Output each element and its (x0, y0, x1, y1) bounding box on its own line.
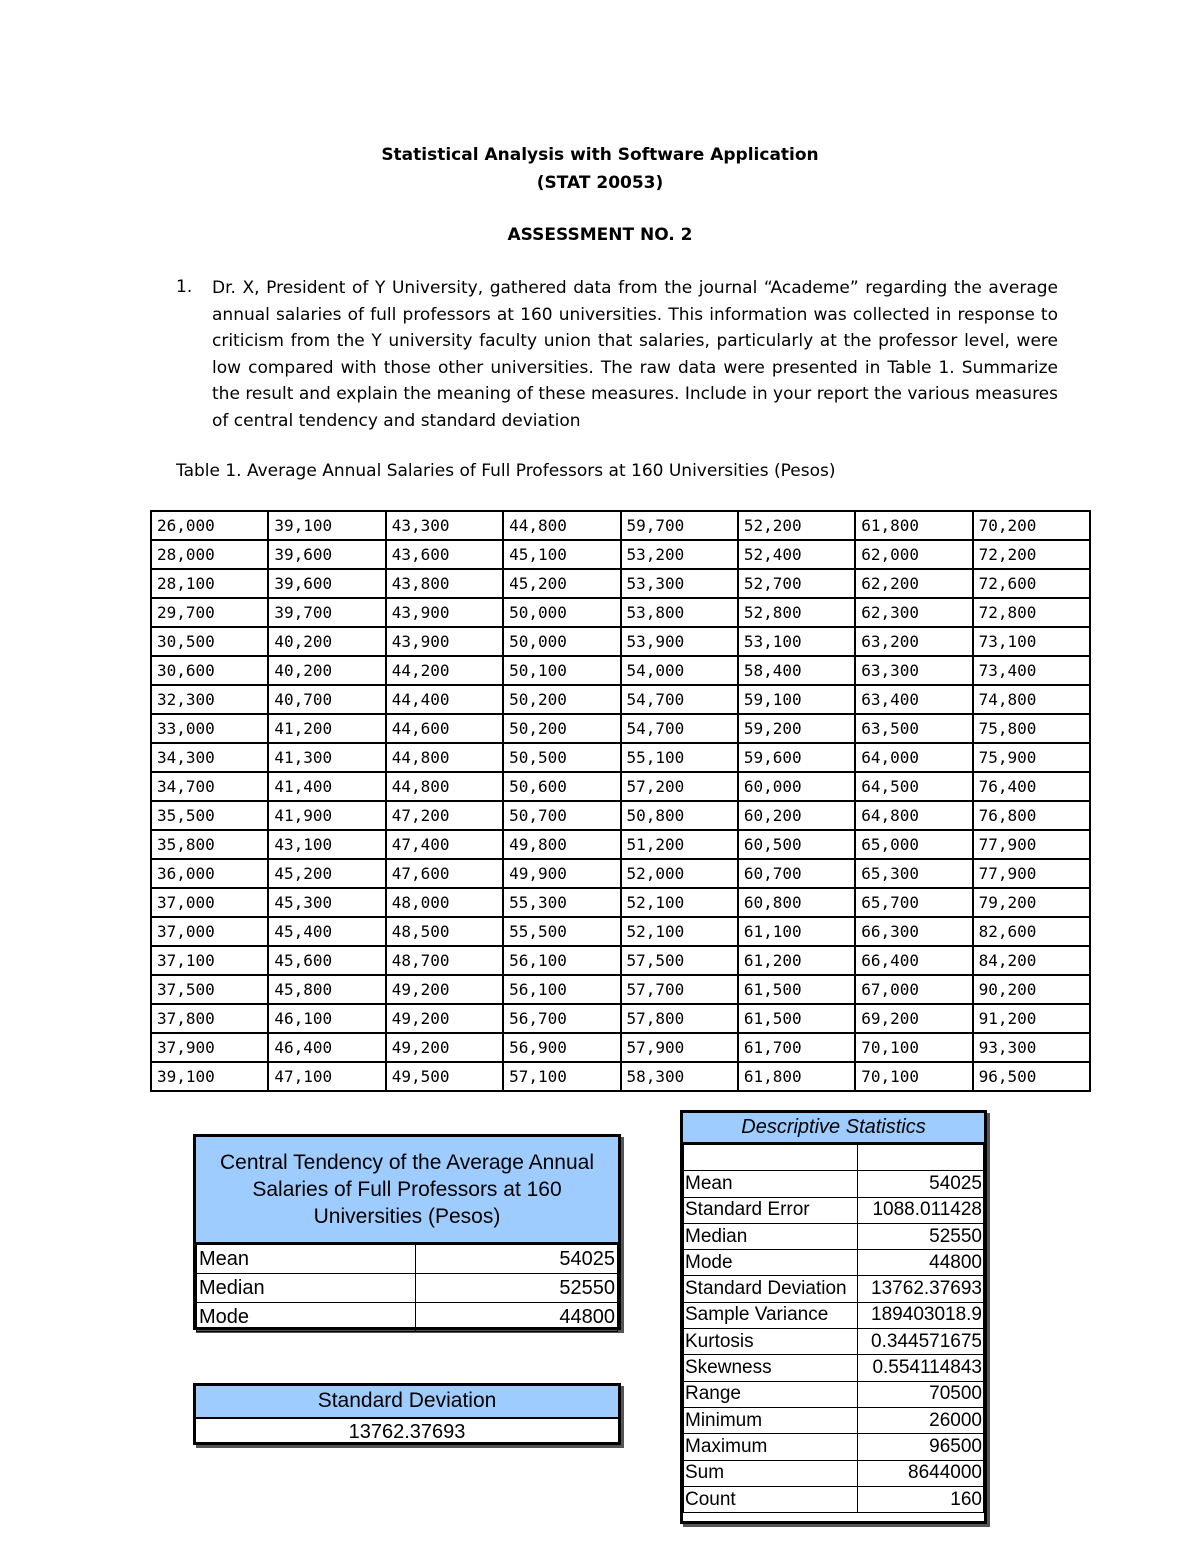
salary-cell: 56,900 (503, 1033, 620, 1062)
salary-cell: 50,600 (503, 772, 620, 801)
salary-cell: 90,200 (973, 975, 1090, 1004)
salary-cell: 57,900 (621, 1033, 738, 1062)
stat-value (858, 1145, 984, 1171)
salary-cell: 67,000 (855, 975, 972, 1004)
table-row (151, 714, 1090, 743)
salary-cell: 61,700 (738, 1033, 855, 1062)
stat-value: 44800 (858, 1250, 984, 1276)
salary-cell: 64,500 (855, 772, 972, 801)
question-text: Dr. X, President of Y University, gathered data from the journal “Academe” regarding the average annual salaries of full professors at 160 universities. This information was collected in response to criticism from the Y university faculty union that salaries, particularly at the professor level, were low compared with those other universities. The raw data were presented in Table 1. Summarize the result and explain the meaning of these measures. Include in your report the various measures of central tendency and standard deviation (212, 278, 1058, 431)
salary-cell: 66,300 (855, 917, 972, 946)
salary-cell: 28,100 (151, 569, 268, 598)
table-row (151, 743, 1090, 772)
salary-cell: 55,500 (503, 917, 620, 946)
salary-cell: 44,800 (503, 511, 620, 540)
salary-cell: 70,200 (973, 511, 1090, 540)
salary-cell: 53,100 (738, 627, 855, 656)
table-row (151, 975, 1090, 1004)
salary-cell: 54,000 (621, 656, 738, 685)
stat-label: Median (684, 1223, 858, 1249)
salary-cell: 52,800 (738, 598, 855, 627)
salary-cell: 44,800 (386, 743, 503, 772)
stat-label: Sample Variance (684, 1302, 858, 1328)
stat-label: Minimum (684, 1407, 858, 1433)
salary-cell: 69,200 (855, 1004, 972, 1033)
salary-cell: 63,300 (855, 656, 972, 685)
salary-cell: 61,800 (738, 1062, 855, 1091)
salary-cell: 73,400 (973, 656, 1090, 685)
stat-value: 96500 (858, 1434, 984, 1460)
salary-cell: 53,800 (621, 598, 738, 627)
salary-cell: 57,100 (503, 1062, 620, 1091)
central-tendency-title: Central Tendency of the Average Annual Salaries of Full Professors at 160 Universities (Pesos) (196, 1137, 618, 1244)
stat-value: 8644000 (858, 1460, 984, 1486)
salary-cell: 49,500 (386, 1062, 503, 1091)
salary-cell: 49,200 (386, 1033, 503, 1062)
salary-cell: 49,200 (386, 1004, 503, 1033)
table-row (684, 1276, 984, 1302)
salary-cell: 46,400 (268, 1033, 385, 1062)
salary-cell: 50,200 (503, 714, 620, 743)
salary-cell: 37,500 (151, 975, 268, 1004)
table-row (151, 598, 1090, 627)
stat-label: Kurtosis (684, 1329, 858, 1355)
salary-cell: 45,300 (268, 888, 385, 917)
salary-cell: 63,400 (855, 685, 972, 714)
salary-cell: 72,800 (973, 598, 1090, 627)
salary-cell: 44,800 (386, 772, 503, 801)
salary-cell: 41,400 (268, 772, 385, 801)
table-row (684, 1223, 984, 1249)
stat-label: Skewness (684, 1355, 858, 1381)
salary-cell: 53,900 (621, 627, 738, 656)
standard-deviation-table (193, 1383, 621, 1445)
salary-cell: 45,100 (503, 540, 620, 569)
salary-cell: 60,000 (738, 772, 855, 801)
salary-cell: 70,100 (855, 1062, 972, 1091)
salary-cell: 96,500 (973, 1062, 1090, 1091)
salary-cell: 65,300 (855, 859, 972, 888)
table-row (151, 627, 1090, 656)
salary-cell: 35,500 (151, 801, 268, 830)
table-row (151, 801, 1090, 830)
table-row (151, 772, 1090, 801)
salary-cell: 48,500 (386, 917, 503, 946)
stat-value: 160 (858, 1486, 984, 1512)
table-row (151, 859, 1090, 888)
salary-cell: 77,900 (973, 859, 1090, 888)
salary-cell: 52,000 (621, 859, 738, 888)
salary-cell: 59,200 (738, 714, 855, 743)
salary-cell: 49,900 (503, 859, 620, 888)
stat-value: 52550 (415, 1274, 617, 1303)
salary-cell: 47,100 (268, 1062, 385, 1091)
salary-cell: 49,800 (503, 830, 620, 859)
salary-cell: 60,500 (738, 830, 855, 859)
table-row (684, 1302, 984, 1328)
stat-label: Standard Error (684, 1197, 858, 1223)
table-row (197, 1245, 618, 1274)
salary-cell: 62,300 (855, 598, 972, 627)
salary-cell: 60,800 (738, 888, 855, 917)
table-row (151, 888, 1090, 917)
salary-cell: 37,100 (151, 946, 268, 975)
salary-cell: 52,100 (621, 888, 738, 917)
salary-cell: 29,700 (151, 598, 268, 627)
table-row (197, 1274, 618, 1303)
salary-cell: 57,200 (621, 772, 738, 801)
salary-cell: 37,000 (151, 888, 268, 917)
salary-cell: 72,600 (973, 569, 1090, 598)
salary-cell: 76,800 (973, 801, 1090, 830)
salary-cell: 44,400 (386, 685, 503, 714)
salary-cell: 34,700 (151, 772, 268, 801)
salary-cell: 36,000 (151, 859, 268, 888)
table-row (684, 1145, 984, 1171)
table-row (151, 946, 1090, 975)
salary-cell: 43,100 (268, 830, 385, 859)
salary-cell: 47,600 (386, 859, 503, 888)
table-row (684, 1434, 984, 1460)
salary-cell: 55,100 (621, 743, 738, 772)
salary-cell: 35,800 (151, 830, 268, 859)
stat-label: Mode (684, 1250, 858, 1276)
salary-cell: 61,500 (738, 1004, 855, 1033)
salary-cell: 50,700 (503, 801, 620, 830)
assessment-title: ASSESSMENT NO. 2 (507, 225, 693, 245)
central-tendency-table (193, 1134, 621, 1330)
salary-cell: 70,100 (855, 1033, 972, 1062)
table-row (151, 656, 1090, 685)
stat-value: 26000 (858, 1407, 984, 1433)
salary-cell: 51,200 (621, 830, 738, 859)
salary-cell: 44,200 (386, 656, 503, 685)
salary-cell: 59,100 (738, 685, 855, 714)
stat-value: 0.554114843 (858, 1355, 984, 1381)
table-caption: Table 1. Average Annual Salaries of Full Professors at 160 Universities (Pesos) (176, 461, 836, 481)
table-row (684, 1329, 984, 1355)
salary-cell: 57,700 (621, 975, 738, 1004)
salary-cell: 43,900 (386, 598, 503, 627)
table-row (684, 1171, 984, 1197)
stat-label: Sum (684, 1460, 858, 1486)
table-row (684, 1460, 984, 1486)
salary-cell: 56,100 (503, 946, 620, 975)
salary-cell: 53,200 (621, 540, 738, 569)
table-row (151, 1033, 1090, 1062)
salary-cell: 64,000 (855, 743, 972, 772)
salary-cell: 52,400 (738, 540, 855, 569)
salary-cell: 72,200 (973, 540, 1090, 569)
salary-cell: 44,600 (386, 714, 503, 743)
salary-cell: 73,100 (973, 627, 1090, 656)
salary-cell: 34,300 (151, 743, 268, 772)
salary-cell: 57,800 (621, 1004, 738, 1033)
stat-label (684, 1145, 858, 1171)
stat-value: 52550 (858, 1223, 984, 1249)
salary-cell: 26,000 (151, 511, 268, 540)
stat-label: Count (684, 1486, 858, 1512)
salary-cell: 60,200 (738, 801, 855, 830)
salary-cell: 37,000 (151, 917, 268, 946)
salary-cell: 82,600 (973, 917, 1090, 946)
table-row (684, 1407, 984, 1433)
salary-cell: 63,500 (855, 714, 972, 743)
salary-cell: 56,700 (503, 1004, 620, 1033)
salary-cell: 30,500 (151, 627, 268, 656)
salary-cell: 61,500 (738, 975, 855, 1004)
salary-cell: 39,100 (268, 511, 385, 540)
salary-cell: 40,200 (268, 627, 385, 656)
salary-table (150, 510, 1091, 1092)
salary-cell: 84,200 (973, 946, 1090, 975)
salary-cell: 50,000 (503, 598, 620, 627)
salary-cell: 58,300 (621, 1062, 738, 1091)
salary-cell: 33,000 (151, 714, 268, 743)
salary-cell: 50,500 (503, 743, 620, 772)
salary-cell: 46,100 (268, 1004, 385, 1033)
salary-cell: 50,200 (503, 685, 620, 714)
salary-cell: 54,700 (621, 685, 738, 714)
salary-cell: 77,900 (973, 830, 1090, 859)
salary-cell: 57,500 (621, 946, 738, 975)
salary-cell: 48,000 (386, 888, 503, 917)
salary-cell: 60,700 (738, 859, 855, 888)
salary-cell: 62,200 (855, 569, 972, 598)
salary-cell: 39,700 (268, 598, 385, 627)
salary-cell: 75,800 (973, 714, 1090, 743)
salary-cell: 65,700 (855, 888, 972, 917)
salary-cell: 37,800 (151, 1004, 268, 1033)
stat-value: 1088.011428 (858, 1197, 984, 1223)
table-row (151, 511, 1090, 540)
course-title: Statistical Analysis with Software Application (381, 145, 819, 165)
salary-cell: 66,400 (855, 946, 972, 975)
course-code: (STAT 20053) (536, 173, 664, 193)
stat-label: Mean (684, 1171, 858, 1197)
salary-cell: 45,800 (268, 975, 385, 1004)
stat-label: Standard Deviation (684, 1276, 858, 1302)
salary-cell: 75,900 (973, 743, 1090, 772)
standard-deviation-title: Standard Deviation (196, 1386, 618, 1419)
salary-cell: 52,200 (738, 511, 855, 540)
salary-cell: 41,300 (268, 743, 385, 772)
salary-cell: 48,700 (386, 946, 503, 975)
salary-cell: 59,600 (738, 743, 855, 772)
salary-cell: 41,200 (268, 714, 385, 743)
salary-cell: 47,200 (386, 801, 503, 830)
salary-cell: 45,400 (268, 917, 385, 946)
table-row (684, 1250, 984, 1276)
salary-cell: 45,200 (503, 569, 620, 598)
salary-cell: 64,800 (855, 801, 972, 830)
table-row (151, 540, 1090, 569)
salary-cell: 52,100 (621, 917, 738, 946)
salary-cell: 58,400 (738, 656, 855, 685)
standard-deviation-value: 13762.37693 (348, 1421, 466, 1443)
salary-cell: 49,200 (386, 975, 503, 1004)
table-row (684, 1381, 984, 1407)
salary-cell: 79,200 (973, 888, 1090, 917)
table-row (151, 685, 1090, 714)
table-row (151, 917, 1090, 946)
table-row (151, 830, 1090, 859)
table-row (151, 1004, 1090, 1033)
stat-label: Maximum (684, 1434, 858, 1460)
stat-label: Mean (197, 1245, 416, 1274)
salary-cell: 62,000 (855, 540, 972, 569)
salary-cell: 53,300 (621, 569, 738, 598)
descriptive-statistics-title: Descriptive Statistics (683, 1113, 984, 1144)
salary-cell: 52,700 (738, 569, 855, 598)
salary-cell: 45,600 (268, 946, 385, 975)
salary-cell: 39,600 (268, 540, 385, 569)
salary-cell: 61,200 (738, 946, 855, 975)
salary-cell: 76,400 (973, 772, 1090, 801)
salary-cell: 47,400 (386, 830, 503, 859)
salary-cell: 41,900 (268, 801, 385, 830)
salary-cell: 63,200 (855, 627, 972, 656)
stat-value: 44800 (415, 1303, 617, 1332)
stat-value: 54025 (415, 1245, 617, 1274)
salary-cell: 43,300 (386, 511, 503, 540)
table-row (684, 1486, 984, 1512)
stat-label: Range (684, 1381, 858, 1407)
salary-cell: 43,800 (386, 569, 503, 598)
table-row (151, 569, 1090, 598)
salary-cell: 93,300 (973, 1033, 1090, 1062)
salary-cell: 28,000 (151, 540, 268, 569)
table-row (151, 1062, 1090, 1091)
salary-cell: 59,700 (621, 511, 738, 540)
stat-value: 54025 (858, 1171, 984, 1197)
salary-cell: 74,800 (973, 685, 1090, 714)
stat-value: 13762.37693 (858, 1276, 984, 1302)
salary-cell: 61,100 (738, 917, 855, 946)
salary-cell: 65,000 (855, 830, 972, 859)
salary-cell: 40,700 (268, 685, 385, 714)
table-row (684, 1197, 984, 1223)
question-number: 1. (176, 277, 193, 297)
salary-cell: 37,900 (151, 1033, 268, 1062)
table-row (197, 1303, 618, 1332)
stat-value: 189403018.9 (858, 1302, 984, 1328)
salary-cell: 43,600 (386, 540, 503, 569)
salary-cell: 30,600 (151, 656, 268, 685)
salary-cell: 45,200 (268, 859, 385, 888)
salary-cell: 56,100 (503, 975, 620, 1004)
salary-cell: 55,300 (503, 888, 620, 917)
stat-label: Mode (197, 1303, 416, 1332)
salary-cell: 50,000 (503, 627, 620, 656)
salary-cell: 40,200 (268, 656, 385, 685)
stat-label: Median (197, 1274, 416, 1303)
salary-cell: 61,800 (855, 511, 972, 540)
salary-cell: 39,600 (268, 569, 385, 598)
salary-cell: 39,100 (151, 1062, 268, 1091)
stat-value: 70500 (858, 1381, 984, 1407)
stat-value: 0.344571675 (858, 1329, 984, 1355)
salary-cell: 50,100 (503, 656, 620, 685)
salary-cell: 50,800 (621, 801, 738, 830)
salary-cell: 91,200 (973, 1004, 1090, 1033)
table-row (684, 1355, 984, 1381)
salary-cell: 54,700 (621, 714, 738, 743)
descriptive-statistics-table (680, 1110, 987, 1524)
salary-cell: 32,300 (151, 685, 268, 714)
salary-cell: 43,900 (386, 627, 503, 656)
